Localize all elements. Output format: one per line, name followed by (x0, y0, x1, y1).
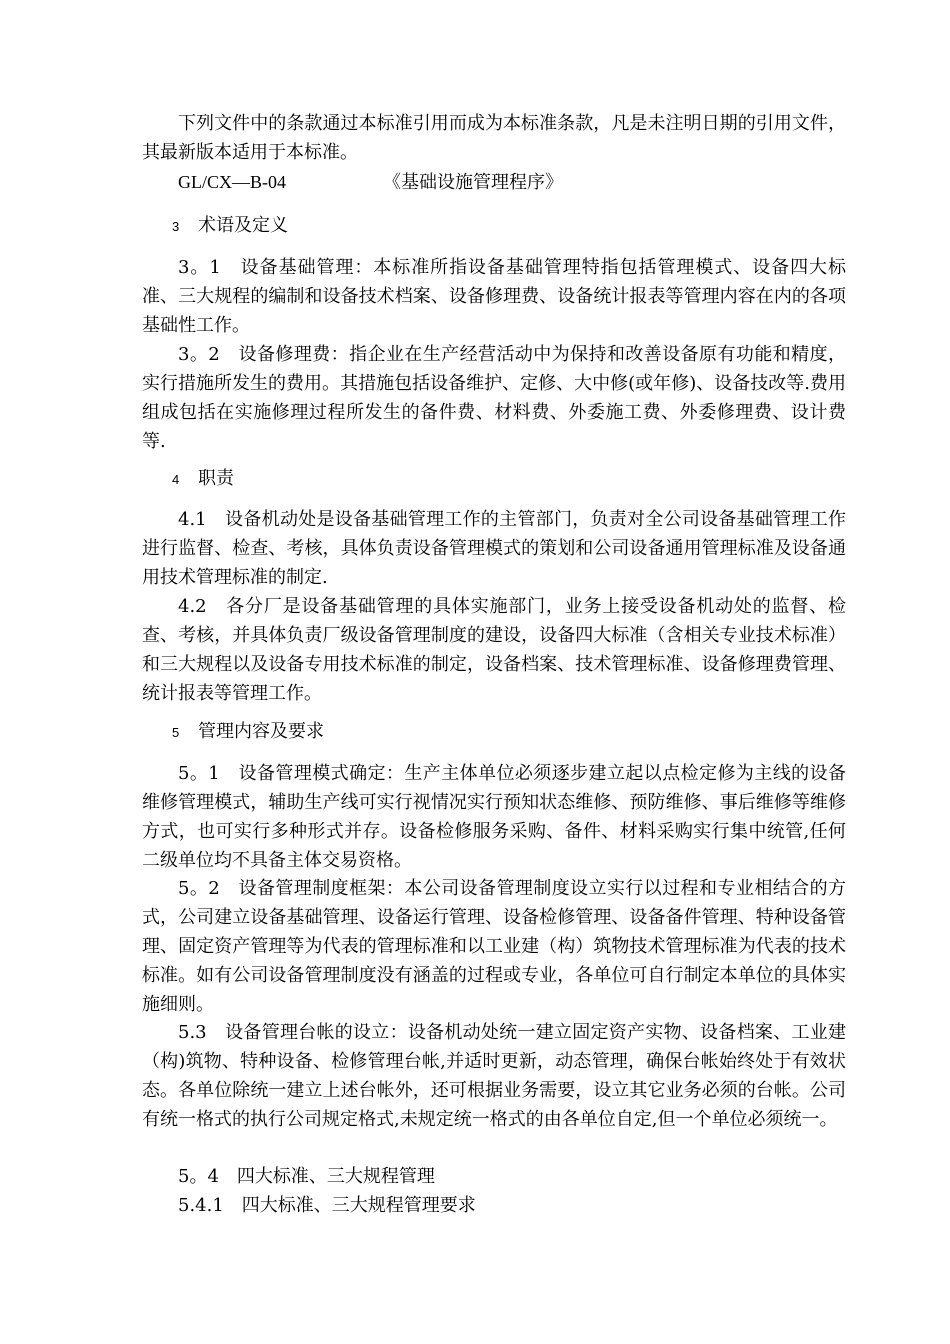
subsection-5-4-1: 5.4.1 四大标准、三大规程管理要求 (178, 1195, 476, 1216)
section-heading-4 (172, 465, 234, 493)
paragraph-3-1: 3。1 设备基础管理：本标准所指设备基础管理特指包括管理模式、设备四大标准、三大规程的编制和设备技术档案、设备修理费、设备统计报表等管理内容在内的各项基础性工作。 (142, 257, 846, 336)
section-heading-5 (172, 718, 324, 746)
reference-line (178, 168, 563, 197)
intro-paragraph: 下列文件中的条款通过本标准引用而成为本标准条款，凡是未注明日期的引用文件，其最新版本适用于本标准。 (142, 113, 846, 163)
paragraph-4-2: 4.2 各分厂是设备基础管理的具体实施部门，业务上接受设备机动处的监督、检查、考核，并具体负责厂级设备管理制度的建设，设备四大标准（含相关专业技术标准）和三大规程以及设备专用技术标准的制定，设备档案、技术管理标准、设备修理费管理、统计报表等管理工作。 (142, 596, 846, 704)
paragraph-5-3: 5.3 设备管理台帐的设立：设备机动处统一建立固定资产实物、设备档案、工业建（构)筑物、特种设备、检修管理台帐,并适时更新，动态管理，确保台帐始终处于有效状态。各单位除统一建立上述台帐外，还可根据业务需要，设立其它业务必须的台帐。公司有统一格式的执行公司规定格式,未规定统一格式的由各单位自定,但一个单位必须统一。 (142, 1022, 846, 1130)
section-number: 4 (172, 472, 180, 487)
paragraph-4-1: 4.1 设备机动处是设备基础管理工作的主管部门，负责对全公司设备基础管理工作进行监督、检查、考核，具体负责设备管理模式的策划和公司设备通用管理标准及设备通用技术管理标准的制定. (142, 509, 846, 588)
section-title: 职责 (198, 468, 234, 488)
paragraph-5-1: 5。1 设备管理模式确定：生产主体单位必须逐步建立起以点检定修为主线的设备维修管理模式，辅助生产线可实行视情况实行预知状态维修、预防维修、事后维修等维修方式，也可实行多种形式并存。设备检修服务采购、备件、材料采购实行集中统管,任何二级单位均不具备主体交易资格。 (142, 763, 846, 871)
paragraph-3-2: 3。2 设备修理费：指企业在生产经营活动中为保持和改善设备原有功能和精度，实行措施所发生的费用。其措施包括设备维护、定修、大中修(或年修)、设备技改等.费用组成包括在实施修理过程所发生的备件费、材料费、外委施工费、外委修理费、设计费等. (142, 344, 846, 452)
reference-code: GL/CX—B-04 (178, 172, 286, 192)
section-number: 3 (172, 219, 180, 234)
section-heading-3 (172, 212, 288, 240)
reference-title: 《基础设施管理程序》 (383, 172, 563, 193)
section-number: 5 (172, 725, 180, 740)
section-title: 管理内容及要求 (198, 721, 324, 741)
subsection-5-4: 5。4 四大标准、三大规程管理 (178, 1166, 435, 1187)
section-title: 术语及定义 (198, 215, 288, 235)
paragraph-5-2: 5。2 设备管理制度框架：本公司设备管理制度设立实行以过程和专业相结合的方式，公司建立设备基础管理、设备运行管理、设备检修管理、设备备件管理、特种设备管理、固定资产管理等为代表的管理标准和以工业建（构）筑物技术管理标准为代表的技术标准。如有公司设备管理制度没有涵盖的过程或专业，各单位可自行制定本单位的具体实施细则。 (142, 878, 846, 1015)
